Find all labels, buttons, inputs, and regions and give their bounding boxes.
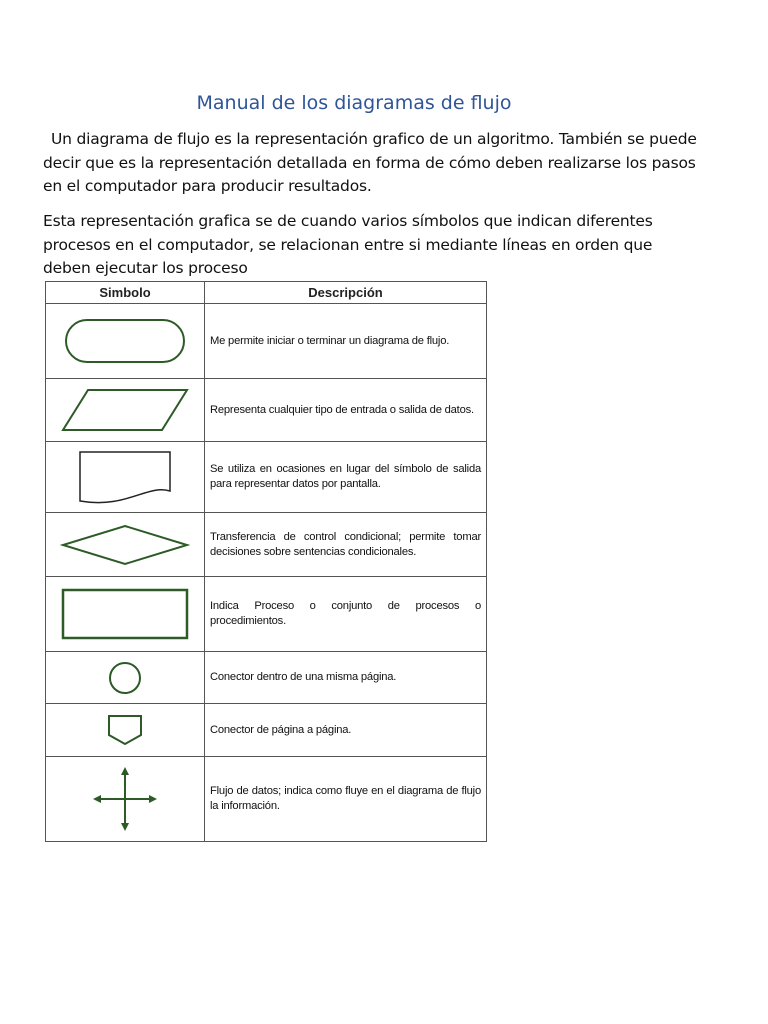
symbol-cell bbox=[46, 704, 205, 757]
table-row bbox=[46, 577, 487, 652]
description-cell: Indica Proceso o conjunto de procesos o procedimientos. bbox=[205, 577, 487, 652]
symbol-cell bbox=[46, 379, 205, 442]
table-row bbox=[46, 379, 487, 442]
column-header-description: Descripción bbox=[205, 282, 487, 304]
description-cell: Flujo de datos; indica como fluye en el diagrama de flujo la información. bbox=[205, 757, 487, 842]
symbols-table bbox=[45, 281, 487, 842]
second-paragraph bbox=[43, 210, 683, 281]
symbol-cell bbox=[46, 513, 205, 577]
terminator-shape-icon bbox=[63, 317, 187, 365]
symbol-cell bbox=[46, 577, 205, 652]
symbol-cell bbox=[46, 304, 205, 379]
text-line: en el computador para producir resultados. bbox=[43, 177, 372, 195]
table-row bbox=[46, 652, 487, 704]
description-cell: Conector dentro de una misma página. bbox=[205, 652, 487, 704]
description-cell: Conector de página a página. bbox=[205, 704, 487, 757]
text-line: deben ejecutar los proceso bbox=[43, 259, 248, 277]
table-header-row bbox=[46, 282, 487, 304]
table-row bbox=[46, 513, 487, 577]
table-row bbox=[46, 704, 487, 757]
column-header-symbol: Simbolo bbox=[46, 282, 205, 304]
description-cell: Se utiliza en ocasiones en lugar del símbolo de salida para representar datos por pantalla. bbox=[205, 442, 487, 513]
text-line: Un diagrama de flujo es la representación grafico de un algoritmo. También se puede bbox=[51, 130, 697, 148]
document-shape-icon bbox=[77, 449, 173, 505]
table-row bbox=[46, 757, 487, 842]
document-title: Manual de los diagramas de flujo bbox=[196, 92, 512, 114]
text-line: decir que es la representación detallada en forma de cómo deben realizarse los pasos bbox=[43, 153, 696, 172]
text-line: procesos en el computador, se relacionan entre si mediante líneas en orden que bbox=[43, 235, 653, 254]
table-row bbox=[46, 304, 487, 379]
intro-paragraph bbox=[43, 128, 697, 199]
description-cell: Transferencia de control condicional; permite tomar decisiones sobre sentencias condicionales. bbox=[205, 513, 487, 577]
offpage-connector-shape-icon bbox=[106, 713, 144, 747]
description-cell: Representa cualquier tipo de entrada o salida de datos. bbox=[205, 379, 487, 442]
four-arrows-shape-icon bbox=[92, 766, 158, 832]
rectangle-shape-icon bbox=[60, 587, 190, 641]
table-row bbox=[46, 442, 487, 513]
description-cell: Me permite iniciar o terminar un diagrama de flujo. bbox=[205, 304, 487, 379]
symbol-cell bbox=[46, 652, 205, 704]
diamond-shape-icon bbox=[60, 524, 190, 566]
symbol-cell bbox=[46, 442, 205, 513]
text-line: Esta representación grafica se de cuando varios símbolos que indican diferentes bbox=[43, 212, 653, 230]
circle-shape-icon bbox=[107, 660, 143, 696]
symbol-cell bbox=[46, 757, 205, 842]
parallelogram-shape-icon bbox=[60, 387, 190, 433]
